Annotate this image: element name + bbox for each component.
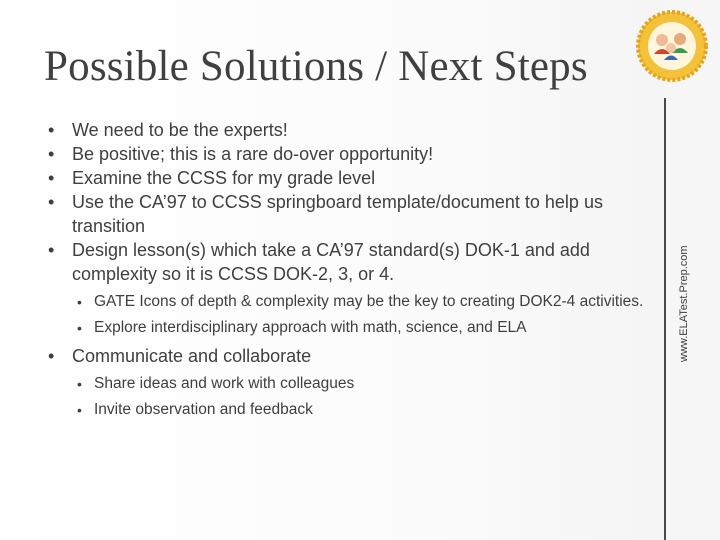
bullet-icon: • — [48, 120, 55, 140]
bullet-icon: • — [48, 346, 55, 366]
list-item-text: Design lesson(s) which take a CA’97 standard(s) DOK-1 and add complexity so it is CCSS DOK-2, 3, or 4. — [72, 240, 590, 284]
sub-list-item — [48, 400, 648, 420]
bullet-icon: • — [77, 320, 82, 336]
workshop-logo-icon — [632, 2, 708, 92]
bullet-icon: • — [48, 168, 55, 188]
sub-list-item — [48, 292, 648, 312]
list-item-text: Examine the CCSS for my grade level — [72, 168, 376, 188]
bullet-icon: • — [48, 144, 55, 164]
list-item-text: We need to be the experts! — [72, 120, 288, 140]
sub-list-item-text: Explore interdisciplinary approach with math, science, and ELA — [94, 319, 527, 336]
sub-list-item-text: GATE Icons of depth & complexity may be the key to creating DOK2-4 activities. — [94, 293, 644, 310]
vertical-divider — [664, 98, 666, 540]
sub-list-item — [48, 374, 648, 394]
list-item-text: Communicate and collaborate — [72, 346, 312, 366]
bullet-icon: • — [77, 294, 82, 310]
list-item-text: Use the CA’97 to CCSS springboard template/document to help us transition — [72, 192, 603, 236]
bullet-list — [48, 118, 648, 420]
bullet-icon: • — [77, 402, 82, 418]
bullet-icon: • — [48, 192, 55, 212]
list-item — [48, 166, 648, 190]
bullet-icon: • — [48, 240, 55, 260]
list-item — [48, 118, 648, 142]
website-label: www.ELATest.Prep.com — [678, 245, 690, 362]
list-item — [48, 344, 648, 368]
sub-list-item-text: Invite observation and feedback — [94, 401, 313, 418]
list-item — [48, 190, 648, 238]
sub-list-item-text: Share ideas and work with colleagues — [94, 375, 355, 392]
list-item-text: Be positive; this is a rare do-over opportunity! — [72, 144, 434, 164]
list-item — [48, 142, 648, 166]
page-title: Possible Solutions / Next Steps — [44, 43, 588, 90]
sub-list-item — [48, 318, 648, 338]
bullet-icon: • — [77, 376, 82, 392]
list-item — [48, 238, 648, 286]
